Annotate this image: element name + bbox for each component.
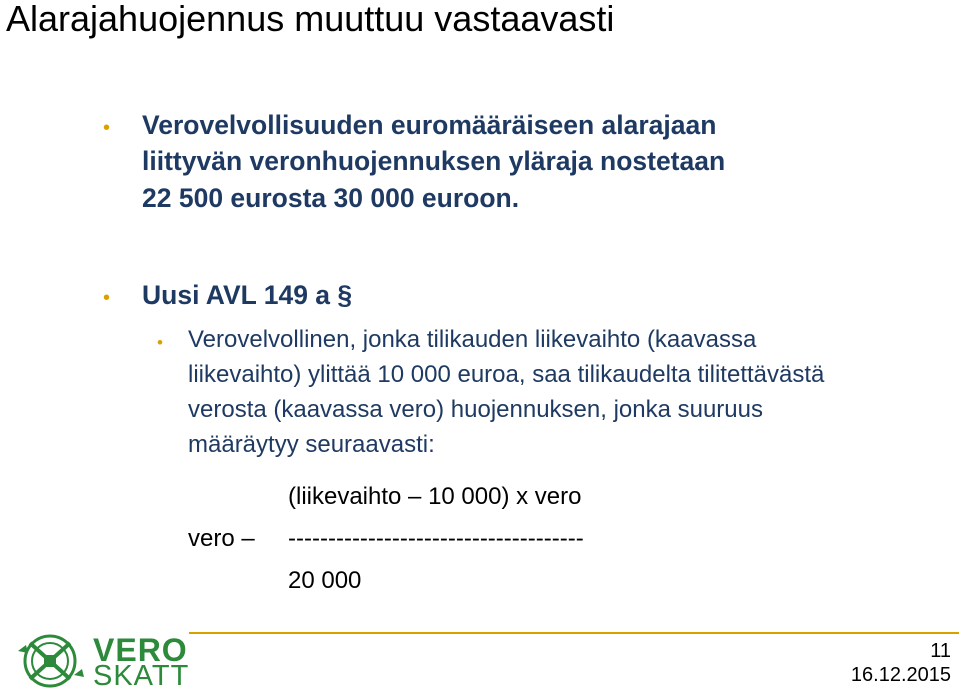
formula-divider: ------------------------------------- (288, 525, 584, 552)
logo-text-skatt: SKATT (93, 660, 190, 692)
formula-lhs: vero – (188, 525, 255, 552)
sub-bullet-line-2: liikevaihto) ylittää 10 000 euroa, saa tilikaudelta tilitettävästä (188, 361, 825, 388)
vero-skatt-logo (8, 632, 190, 692)
slide-date: 16.12.2015 (850, 664, 951, 686)
sub-bullet-line-3: verosta (kaavassa vero) huojennuksen, jonka suuruus (188, 396, 763, 423)
page-number: 11 (930, 640, 951, 662)
sub-bullet-marker: • (157, 333, 163, 352)
bullet-marker: • (103, 287, 111, 309)
bullet-marker: • (103, 117, 111, 139)
bullet-1-line-1: Verovelvollisuuden euromääräiseen alarajaan (142, 110, 717, 140)
sub-bullet-line-1: Verovelvollinen, jonka tilikauden liikevaihto (kaavassa (188, 326, 757, 353)
logo-text-vero: VERO (93, 632, 188, 668)
bullet-1-line-2: liittyvän veronhuojennuksen yläraja nostetaan (142, 146, 726, 176)
tools-emblem-icon (8, 633, 92, 689)
sub-bullet-line-4: määräytyy seuraavasti: (188, 431, 435, 458)
bullet-1-line-3: 22 500 eurosta 30 000 euroon. (142, 183, 520, 213)
formula-denominator: 20 000 (288, 567, 362, 594)
page-title: Alarajahuojennus muuttuu vastaavasti (6, 0, 615, 39)
formula-numerator: (liikevaihto – 10 000) x vero (288, 483, 582, 510)
footer-divider (189, 632, 959, 634)
bullet-2-text: Uusi AVL 149 a § (142, 280, 353, 310)
